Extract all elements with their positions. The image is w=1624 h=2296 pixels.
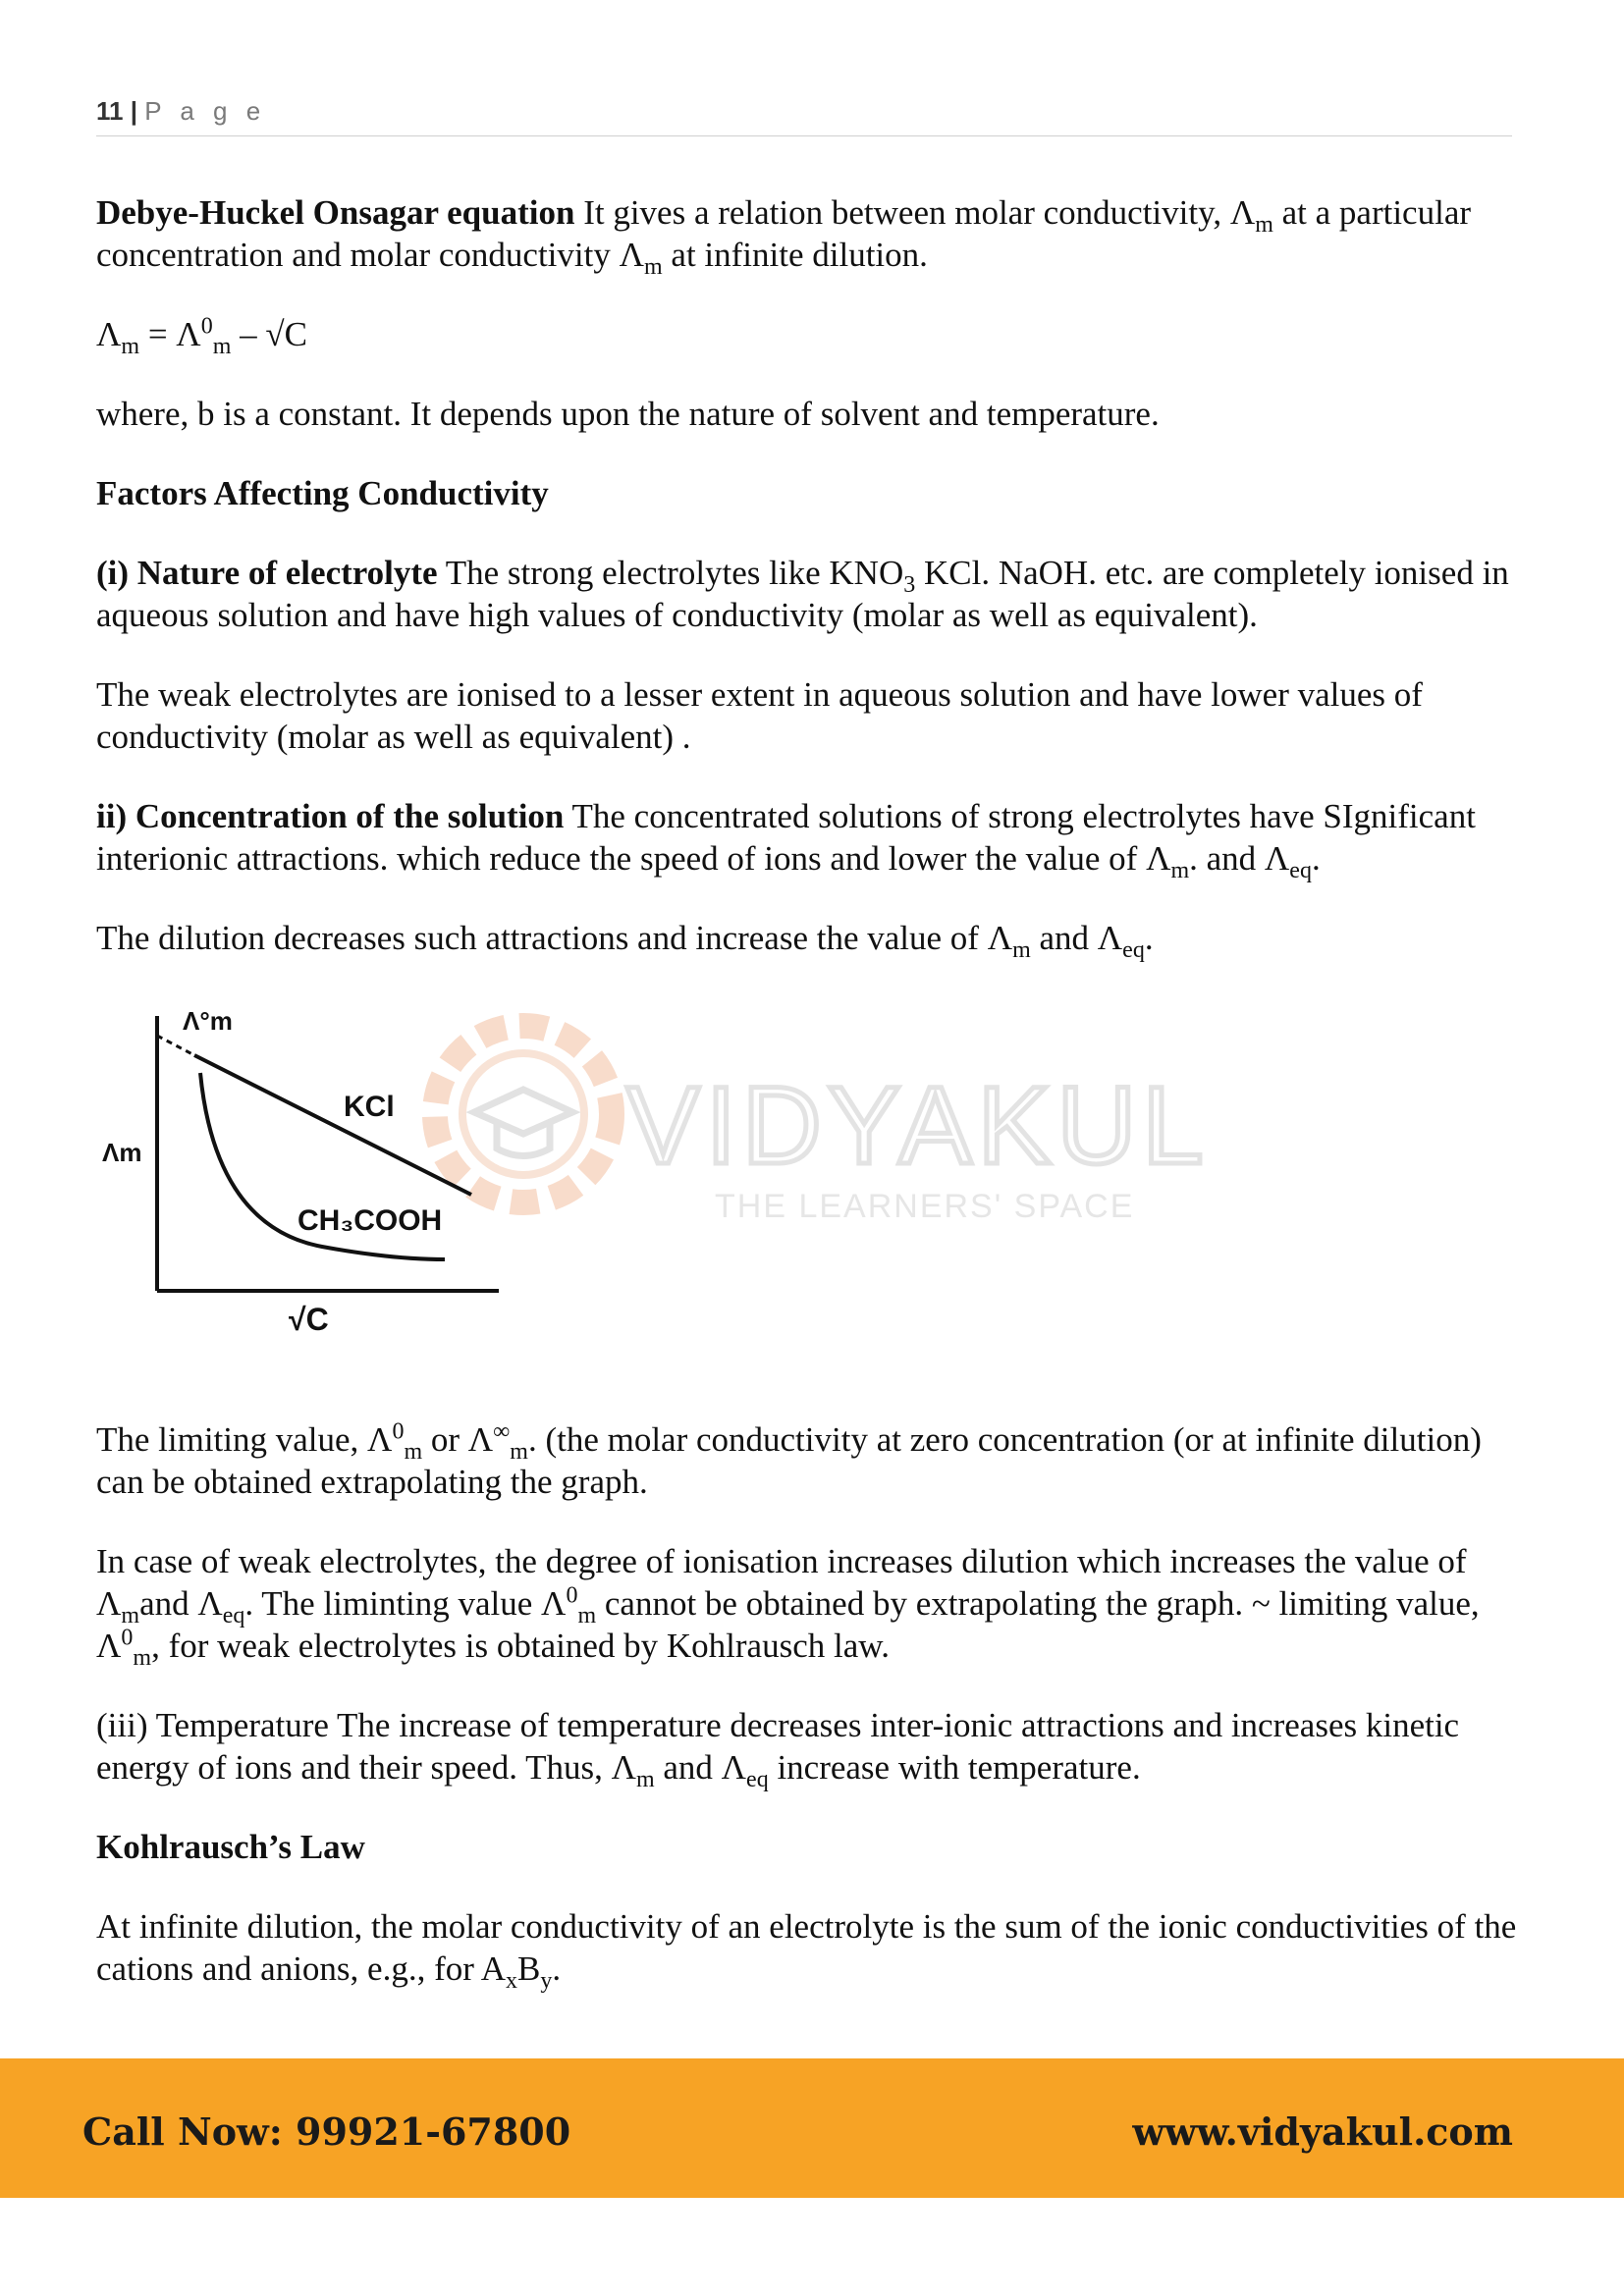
paragraph-kohlrausch: At infinite dilution, the molar conductivity of an electrolyte is the sum of the ionic conductivities of the cations and anions, e.g., for $A_xB_y$. (96, 1907, 1517, 1994)
page-content (96, 191, 1530, 2027)
footer-banner (0, 2058, 1624, 2198)
paragraph-debye-huckel: Debye-Huckel Onsagar equation It gives a relation between molar conductivity, $\Lambda_m$ at a particular concentration and molar conductivity $\Lambda_m$ at infinite dilution. (96, 193, 1472, 280)
paragraph-temperature: (iii) Temperature The increase of temperature decreases inter-ionic attractions and increases kinetic energy of ions and their speed. Thus, $\Lambda_m$ and $\Lambda_{eq}$ increase with temperature. (96, 1706, 1460, 1792)
watermark-title: VIDYAKUL (626, 1064, 1210, 1187)
paragraph-concentration: ii) Concentration of the solution The concentrated solutions of strong electrolytes have SIgnificant interionic attractions. which reduce the speed of ions and lower the value of $\Lambda_m$. and $\Lambda_{eq}$. (96, 797, 1476, 883)
paragraph-limiting-value: The limiting value, $\Lambda^0_m$ or $\Lambda^\infty_m$. (the molar conductivity at zero concentration (or at infinite dilution) can be obtained extrapolating the graph. (96, 1418, 1482, 1501)
heading-factors: Factors Affecting Conductivity (96, 474, 549, 512)
y-axis-label: Λm (102, 1138, 142, 1167)
equation-molar-conductivity: $\Lambda_m = \Lambda^0_m - √C$ (96, 313, 307, 359)
paragraph-constant-b: where, b is a constant. It depends upon the nature of solvent and temperature. (96, 395, 1160, 433)
page-header (96, 96, 1512, 136)
paragraph-nature-electrolyte: (i) Nature of electrolyte The strong electrolytes like $KNO_3$ KCl. NaOH. etc. are completely ionised in aqueous solution and have high values of conductivity (molar as well as equivalent). (96, 554, 1509, 634)
page-bottom-margin (0, 2198, 1624, 2296)
watermark-subtitle: THE LEARNERS' SPACE (715, 1188, 1135, 1225)
conductivity-graph (96, 996, 1530, 1379)
page-number: 11 (96, 96, 124, 126)
call-now-text: Call Now: 99921-67800 (82, 2109, 571, 2154)
website-link[interactable]: www.vidyakul.com (1132, 2109, 1513, 2154)
extrapolation-dashed-line (157, 1036, 194, 1055)
header-separator: | (130, 96, 138, 126)
paragraph-dilution: The dilution decreases such attractions and increase the value of $\Lambda_m$ and $\Lambda_{eq}$. (96, 919, 1154, 963)
paragraph-weak-electrolytes-dilution: In case of weak electrolytes, the degree of ionisation increases dilution which increases the value of $\Lambda_mand$ $\Lambda_{eq}$. The liminting value $\Lambda^0_m$ cannot be obtained by extrapolating the graph. ~ limiting value, $\Lambda^0_m$, for weak electrolytes is obtained by Kohlrausch law. (96, 1542, 1480, 1671)
label-ch3cooh: CH₃COOH (298, 1204, 443, 1237)
label-limiting-value: Λ°m (183, 1006, 233, 1036)
kcl-curve (194, 1055, 471, 1195)
paragraph-weak-electrolytes: The weak electrolytes are ionised to a lesser extent in aqueous solution and have lower values of conductivity (molar as well as equivalent) . (96, 675, 1423, 756)
x-axis-label: √C (289, 1302, 329, 1337)
graph-plot (96, 996, 509, 1379)
heading-kohlrausch: Kohlrausch’s Law (96, 1828, 365, 1866)
vidyakul-watermark (420, 996, 1304, 1320)
page-word: P a g e (144, 96, 267, 126)
label-kcl: KCl (344, 1091, 395, 1123)
